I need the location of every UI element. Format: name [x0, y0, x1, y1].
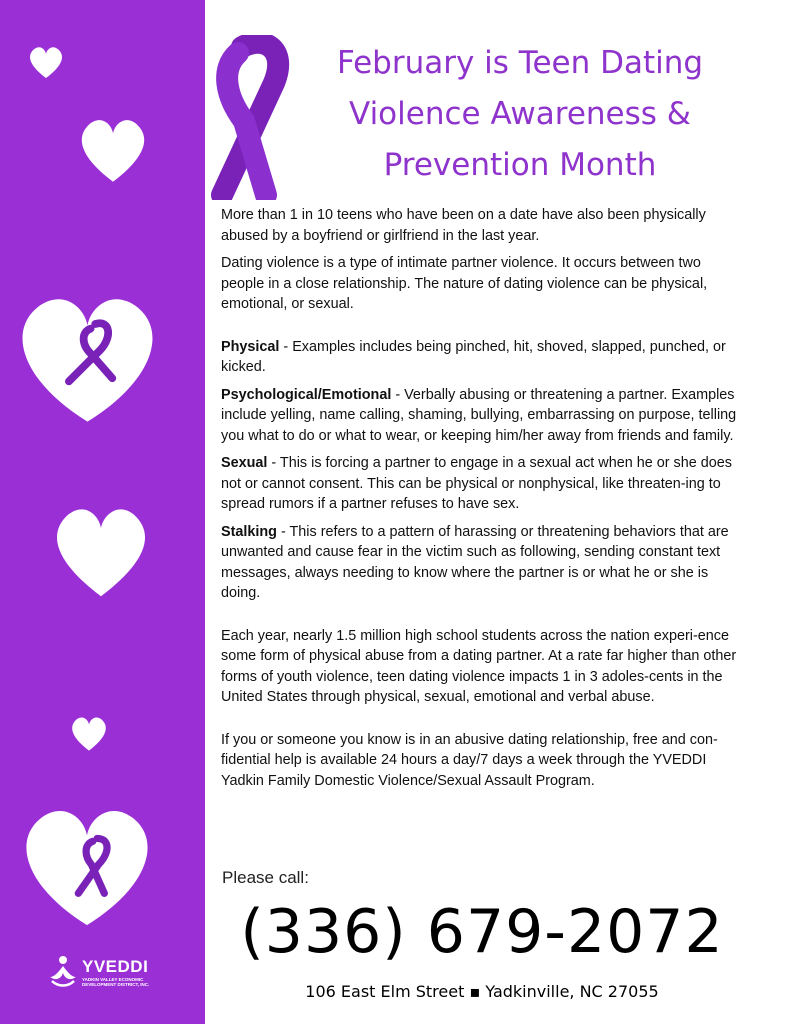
- type-term: Physical: [221, 338, 280, 355]
- heart-icon: [74, 110, 152, 188]
- logo-subtitle: YADKIN VALLEY ECONOMIC DEVELOPMENT DISTRICT, INC.: [82, 977, 150, 987]
- type-text: - Examples includes being pinched, hit, shoved, slapped, punched, or kicked.: [221, 338, 726, 375]
- type-sexual: [221, 453, 741, 515]
- intro-paragraph: Dating violence is a type of intimate partner violence. It occurs between two people in a close relationship. The nature of dating violence can be physical, emotional, or sexual.: [221, 255, 708, 312]
- title-line: February is Teen Dating: [336, 45, 704, 81]
- page-title: [270, 38, 770, 191]
- heart-ribbon-icon: [12, 798, 162, 928]
- heart-icon: [26, 42, 66, 82]
- type-term: Psychological/Emotional: [221, 386, 392, 403]
- type-psychological: [221, 385, 741, 447]
- heart-icon: [68, 712, 110, 754]
- phone-number[interactable]: (336) 679-2072: [240, 897, 724, 967]
- type-text: - This is forcing a partner to engage in a sexual act when he or she does not or cannot consent. This can be physical or nonphysical, like threaten-ing to spread rumors if a partner refuses to have sex.: [221, 455, 732, 512]
- help-paragraph: If you or someone you know is in an abusive dating relationship, free and con-fidential help is available 24 hours a day/7 days a week through the YVEDDI Yadkin Family Domestic Violence/Sexual Assault Program.: [221, 731, 718, 789]
- heart-icon: [46, 495, 156, 605]
- type-term: Sexual: [221, 455, 268, 471]
- yveddi-logo: [48, 955, 168, 995]
- intro-paragraph: More than 1 in 10 teens who have been on a date have also been physically abused by a boyfriend or girlfriend in the last year.: [221, 207, 706, 244]
- type-stalking: [221, 522, 741, 604]
- title-line: Violence Awareness &: [349, 96, 691, 132]
- please-call-label: Please call:: [222, 868, 309, 887]
- stats-paragraph: Each year, nearly 1.5 million high school students across the nation experi-ence some form of physical abuse from a dating partner. At a rate far higher than other forms of youth violence, teen dating violence impacts 1 in 3 adoles-cents in the United States through physical, sexual, emotional and verbal abuse.: [221, 627, 737, 705]
- type-term: Stalking: [221, 523, 277, 540]
- type-physical: [221, 337, 741, 378]
- type-text: - This refers to a pattern of harassing or threatening behaviors that are unwanted and cause fear in the victim such as following, sending constant text messages, always needing to know where the partner is or what he or she is doing.: [221, 523, 729, 601]
- address: 106 East Elm Street ▪ Yadkinville, NC 27055: [305, 982, 659, 1001]
- type-text: - Verbally abusing or threatening a partner. Examples include yelling, name calling, shaming, bullying, embarrassing on purpose, telling you what to do or what to wear, or keeping him/her away from friends and family.: [221, 386, 737, 444]
- heart-ribbon-icon: [10, 285, 165, 425]
- main-content: [221, 205, 741, 791]
- logo-name: YVEDDI: [82, 957, 149, 976]
- purple-sidebar: [0, 0, 205, 1024]
- title-line: Prevention Month: [383, 147, 657, 183]
